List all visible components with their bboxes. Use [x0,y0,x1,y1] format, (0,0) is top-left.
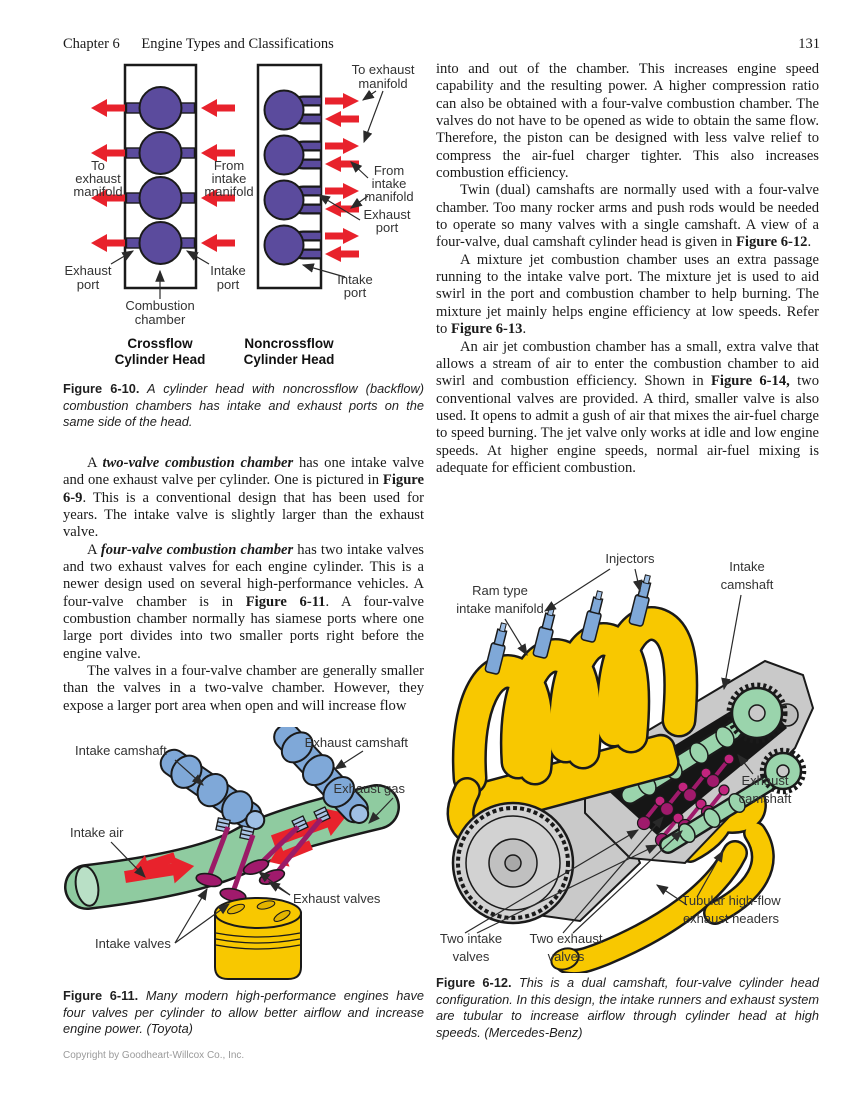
intake-valves-label: Intake valves [95,936,171,951]
noncrossflow-title: Noncrossflow [244,336,334,351]
svg-text:valves: valves [547,949,585,964]
crossflow-head [65,65,254,367]
chapter-label: Chapter 6 [63,36,120,52]
page-header [63,36,820,53]
right-column-text [436,61,819,477]
exhaust-valves-label: Exhaust valves [293,891,381,906]
left-column-text [63,455,424,715]
caption-label: Figure 6-11. [63,988,139,1003]
svg-text:manifold: manifold [204,184,254,199]
exhaust-headers-label: Tubular high-flow [681,893,781,908]
chapter-title: Engine Types and Classifications [141,36,334,52]
figure-6-11-caption: Figure 6-11. Many modern high-performance engines have four valves per cylinder to allow better airflow and increase engine power. (Toyota) [63,988,424,1037]
cylinder-head-diagram [63,58,425,373]
intake-camshaft-label: Intake camshaft [75,743,167,758]
intake-flow-arrow [325,246,359,262]
exhaust-port-label: Exhaust [363,207,411,222]
paragraph: into and out of the chamber. This increases engine speed capability and the resulting power. A higher compression ratio can also be obtained with a four-valve combustion chamber. The valves do not have to be opened as wide to obtain the same flow. Therefore, the piston can be designed with less valve relief to compress the air-fuel charger tighter. This also increases combustion efficiency. [436,61,819,182]
svg-text:valves: valves [452,949,490,964]
from-intake-manifold-label: From [373,163,405,178]
piston [215,898,301,979]
from-intake-manifold-label: From [213,158,245,173]
svg-text:port: port [76,277,100,292]
leader-line [363,91,376,100]
figure-6-12-caption: Figure 6-12. This is a dual camshaft, four-valve cylinder head configuration. In this design, the intake runners and exhaust system are tubular to increase airflow through cylinder head at high speeds. (Mercedes-Benz) [436,975,819,1040]
two-exhaust-valves-label: Two exhaust [529,931,603,946]
svg-text:camshaft: camshaft [720,577,774,592]
exhaust-flow-arrow [91,234,125,252]
svg-text:port: port [216,277,240,292]
figure-6-10-image [63,58,425,373]
paragraph: A mixture jet combustion chamber uses an extra passage running to the intake valve port. The mixture jet is used to aid swirl in the port and combustion chamber to help burning. The mixture jet mainly helps engine efficiency at low speeds. Refer to Figure 6-13. [436,251,819,338]
figure-6-11-image [63,727,425,985]
svg-text:Cylinder Head: Cylinder Head [114,352,206,367]
intake-flow-arrow [201,99,235,117]
paragraph: The valves in a four-valve chamber are generally smaller than the valves in a two-valve chamber. However, they expose a larger port area when open and will increase flow [63,663,424,714]
svg-text:exhaust: exhaust [75,171,121,186]
intake-port-label: Intake [337,272,373,287]
leader-line [724,595,741,689]
caption-label: Figure 6-10. [63,381,140,396]
ram-type-manifold-label: Ram type [472,583,528,598]
svg-text:camshaft: camshaft [738,791,792,806]
svg-text:intake: intake [211,171,247,186]
page-number: 131 [798,36,820,52]
exhaust-flow-arrow [325,183,359,199]
paragraph: Twin (dual) camshafts are normally used with a four-valve chamber. Too many rocker arms and push rods would be needed to operate so many valves with a single camshaft. A view of a four-valve, dual camshaft cylinder head is given in Figure 6-12. [436,182,819,251]
svg-text:port: port [375,220,399,235]
exhaust-flow-arrow [325,228,359,244]
intake-air-label: Intake air [70,825,124,840]
intake-camshaft-art [154,742,273,839]
intake-flow-arrow [325,111,359,127]
svg-text:intake: intake [371,176,407,191]
leader-line [505,619,527,655]
intake-flow-arrow [201,234,235,252]
injectors-label: Injectors [605,551,655,566]
intake-port-label: Intake [210,263,246,278]
paragraph: A two-valve combustion chamber has one intake valve and one exhaust valve per cylinder. One is pictured in Figure 6-9. This is a conventional design that has been used for years. The intake valve is slightly larger than the exhaust valve. [63,455,424,541]
exhaust-flow-arrow [325,93,359,109]
exhaust-port-label: Exhaust [64,263,112,278]
svg-text:chamber: chamber [134,312,186,327]
figure-6-10-caption: Figure 6-10. A cylinder head with noncrossflow (backflow) combustion chambers has intake and exhaust ports on the same side of the head. [63,381,424,430]
exhaust-gas-label: Exhaust gas [333,781,405,796]
svg-text:manifold: manifold [364,189,414,204]
exhaust-flow-arrow [325,138,359,154]
svg-text:port: port [343,285,367,300]
exhaust-camshaft-label: Exhaust camshaft [304,735,408,750]
to-exhaust-manifold-label: To exhaust [351,62,415,77]
four-valve-diagram [63,727,425,985]
paragraph: A four-valve combustion chamber has two intake valves and two exhaust valves for each engine cylinder. This is a newer design used on several high-performance vehicles. A four-valve chamber is in Figure 6-11. A four-valve combustion chamber normally has siamese ports where one large port divides into two smaller ports right before the engine valve. [63,541,425,662]
leader-line [351,162,368,178]
noncrossflow-head [244,62,415,367]
crossflow-title: Crossflow [127,336,193,351]
leader-line [364,91,383,142]
two-intake-valves-label: Two intake [439,931,503,946]
svg-text:manifold: manifold [73,184,123,199]
copyright-line: Copyright by Goodheart-Willcox Co., Inc. [63,1050,245,1061]
caption-label: Figure 6-12. [436,975,512,990]
leader-line [635,569,640,591]
intake-camshaft-label: Intake [729,559,765,574]
combustion-chamber-label: Combustion [125,298,195,313]
figure-6-12-image [435,533,820,973]
svg-text:Cylinder Head: Cylinder Head [243,352,335,367]
dual-camshaft-engine-diagram [435,533,820,973]
paragraph: An air jet combustion chamber has a small, extra valve that allows a stream of air to enter the combustion chamber to aid swirl and combustion efficiency. Shown in Figure 6-14, two conventional valves are provided. A third, smaller valve is also used. It opens to admit a gush of air that mixes the air-fuel charge to speed burning. The jet valve only works at idle and low engine speeds. At higher engine speeds, normal air-fuel mixing is adequate for efficient combustion. [436,338,819,476]
leader-line [175,889,207,943]
svg-text:intake manifold: intake manifold [456,601,544,616]
svg-text:manifold: manifold [358,76,408,91]
to-exhaust-manifold-label: To [91,158,105,173]
exhaust-flow-arrow [91,99,125,117]
svg-text:exhaust headers: exhaust headers [682,911,780,926]
leader-line [335,751,363,769]
exhaust-camshaft-label: Exhaust [741,773,789,788]
